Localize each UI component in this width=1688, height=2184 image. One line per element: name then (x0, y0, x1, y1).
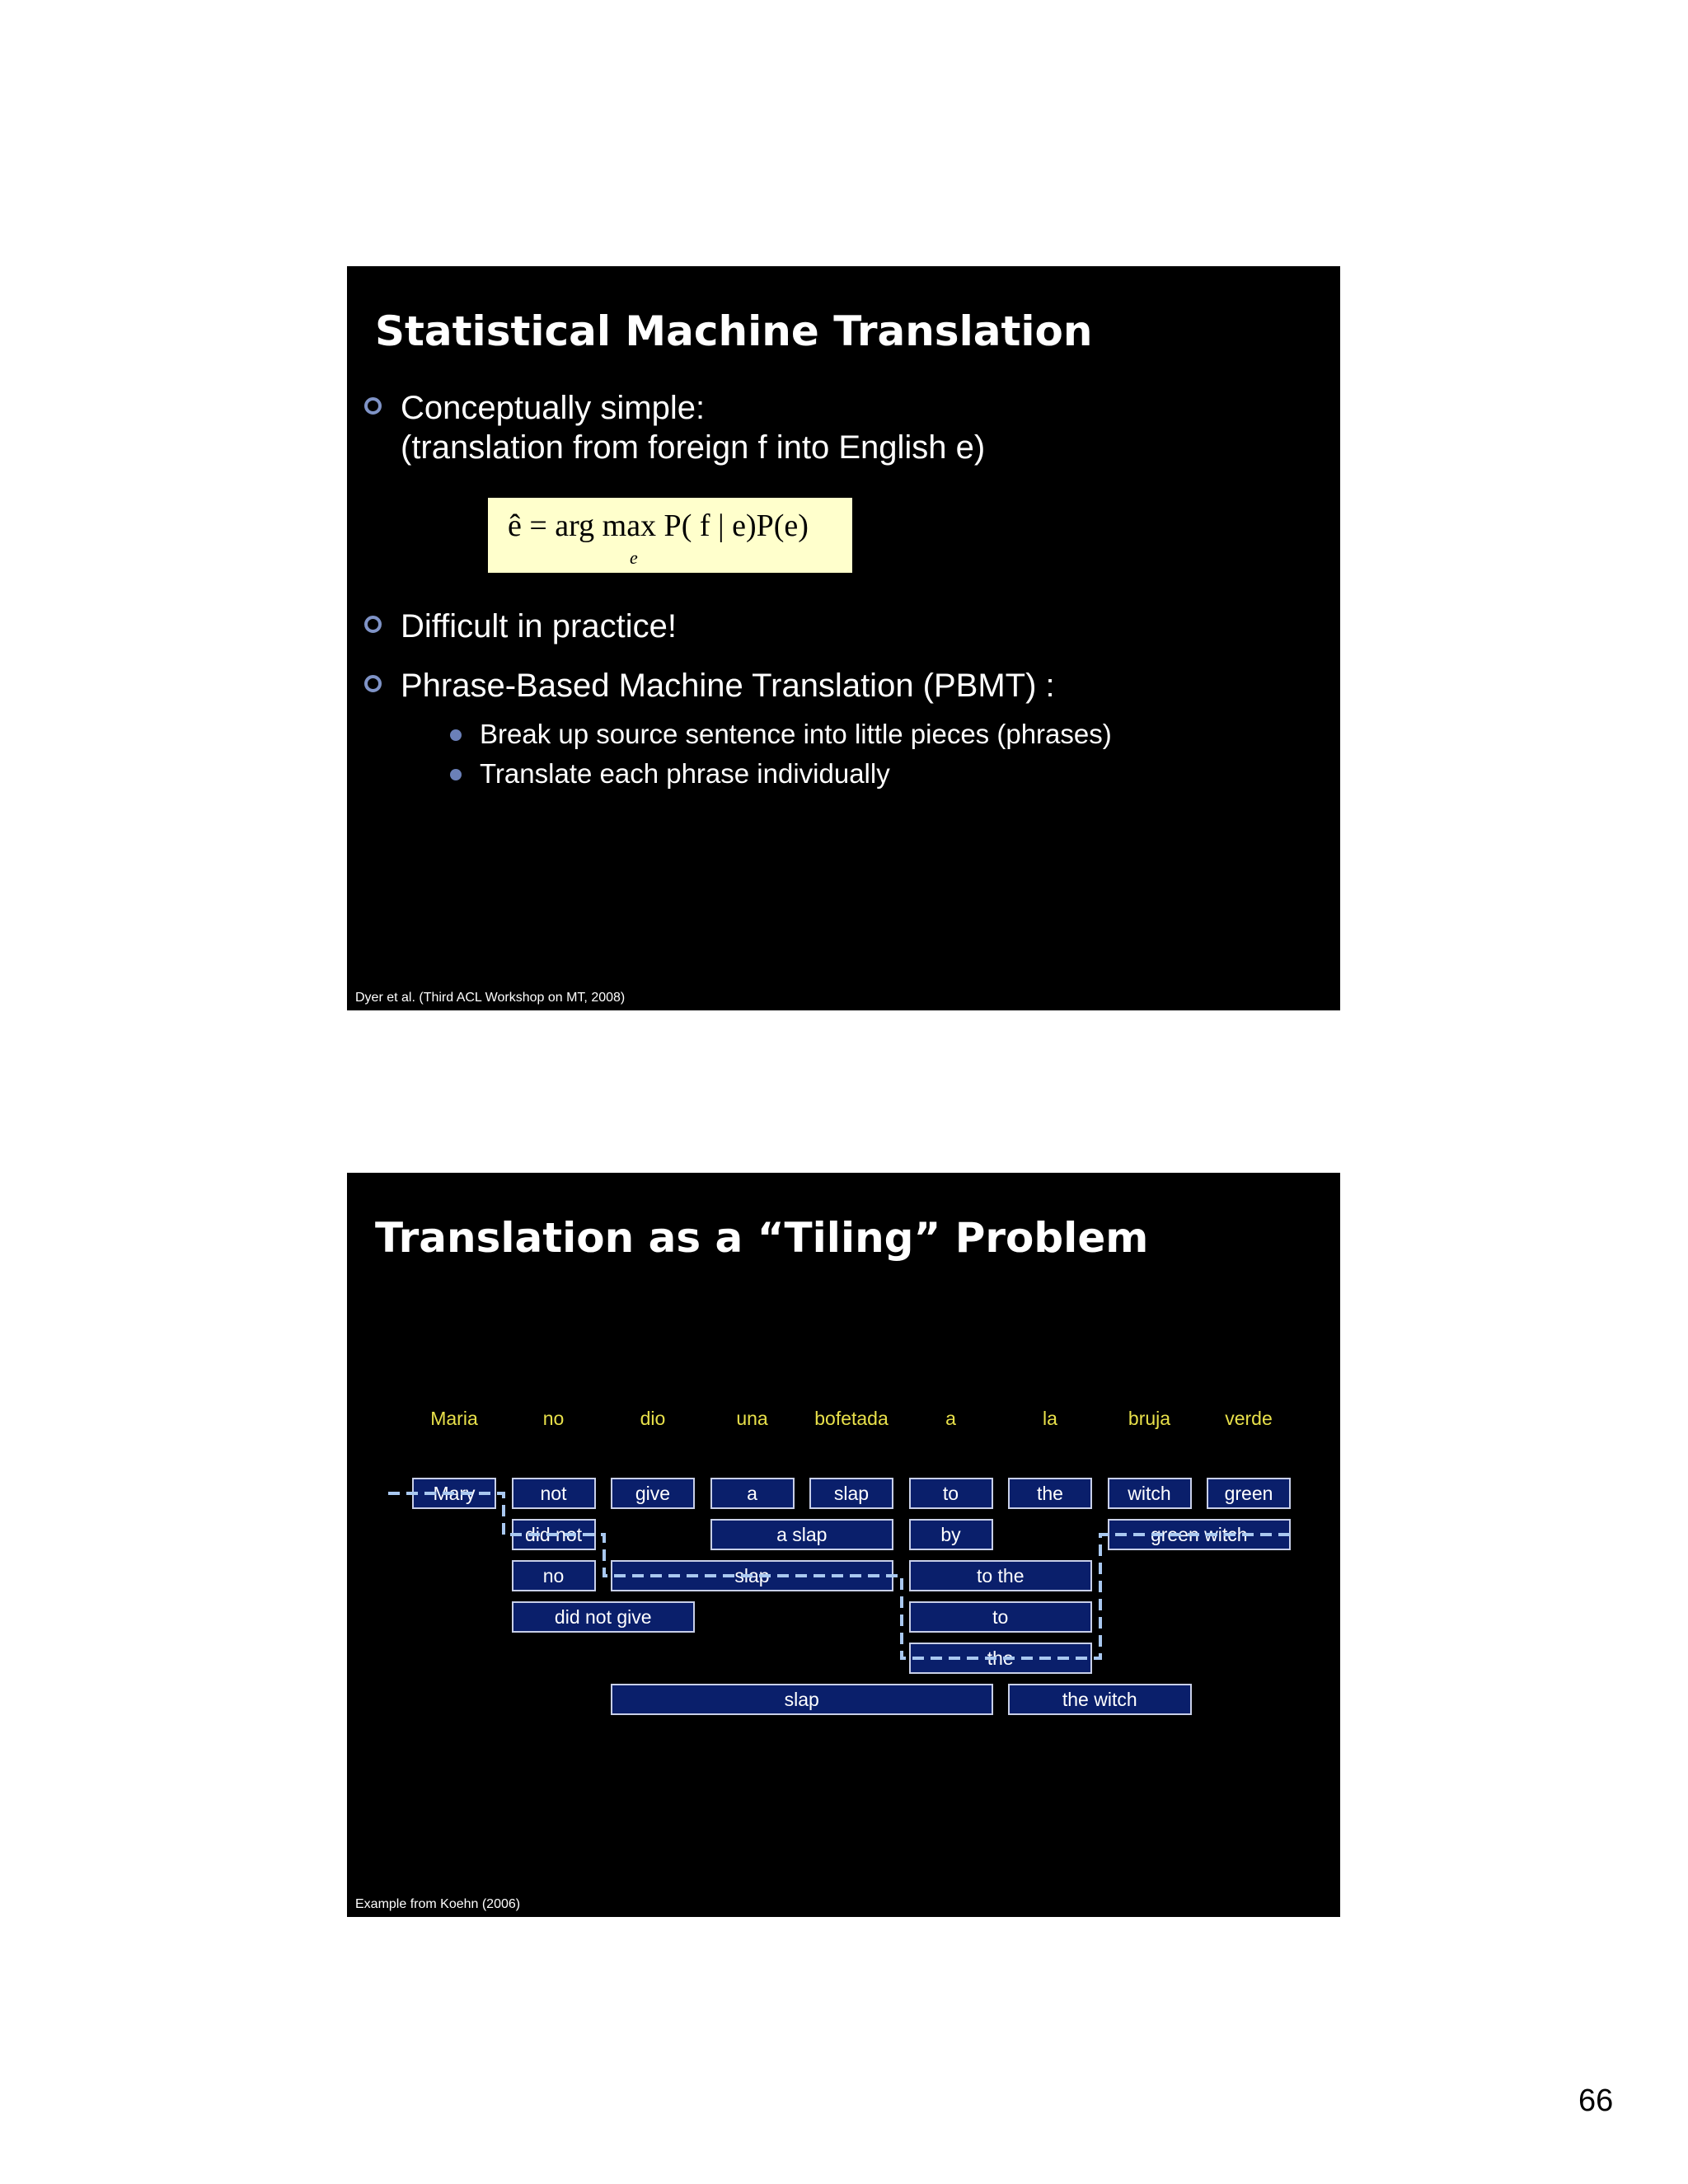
phrase-tile: the witch (1008, 1684, 1192, 1715)
ring-bullet-icon (364, 616, 382, 633)
ring-bullet-icon (364, 675, 382, 692)
slide-statistical-mt (347, 266, 1340, 1010)
phrase-tile: slap (809, 1478, 893, 1509)
source-word: una (736, 1408, 768, 1429)
source-word: dio (640, 1408, 666, 1429)
slide-title: Statistical Machine Translation (375, 307, 1093, 355)
sub-bullet-text: Break up source sentence into little pieces (phrases) (480, 719, 1112, 749)
bullet-text-continued: (translation from foreign f into English e) (401, 429, 986, 466)
phrase-tile: green witch (1108, 1519, 1292, 1550)
formula-box (488, 498, 852, 573)
phrase-tile: did not give (512, 1601, 696, 1633)
slide-footer: Dyer et al. (Third ACL Workshop on MT, 2008) (355, 991, 626, 1005)
slide-footer: Example from Koehn (2006) (355, 1897, 521, 1911)
bullet-text: Phrase-Based Machine Translation (PBMT) : (401, 668, 1055, 704)
phrase-tile: to (909, 1478, 993, 1509)
slide-tiling-problem (347, 1173, 1340, 1917)
phrase-tile: slap (611, 1560, 893, 1591)
bullet-text: Difficult in practice! (401, 608, 677, 644)
phrase-tile: a (710, 1478, 795, 1509)
source-word: verde (1225, 1408, 1273, 1429)
source-word: bruja (1128, 1408, 1171, 1429)
phrase-tile: no (512, 1560, 596, 1591)
slide-title: Translation as a “Tiling” Problem (375, 1214, 1149, 1262)
phrase-tile: by (909, 1519, 993, 1550)
bullet-conceptually-simple (401, 388, 985, 467)
ring-bullet-icon (364, 397, 382, 415)
phrase-tile: to the (909, 1560, 1093, 1591)
phrase-tile: to (909, 1601, 1093, 1633)
phrase-tile: not (512, 1478, 596, 1509)
phrase-tile: did not (512, 1519, 596, 1550)
source-word: no (542, 1408, 565, 1429)
sub-bullet-break-up (480, 718, 1112, 751)
bullet-text: Conceptually simple: (401, 390, 706, 426)
source-word: la (1043, 1408, 1057, 1429)
bullet-pbmt (401, 666, 1055, 705)
sub-bullet-text: Translate each phrase individually (480, 758, 890, 789)
dot-bullet-icon (450, 729, 462, 741)
phrase-tile: witch (1108, 1478, 1192, 1509)
phrase-tile: slap (611, 1684, 993, 1715)
bullet-difficult (401, 607, 677, 646)
page-number: 66 (1578, 2083, 1614, 2118)
source-word: Maria (430, 1408, 478, 1429)
sub-bullet-translate (480, 757, 890, 790)
phrase-tile: the (1008, 1478, 1092, 1509)
formula-subscript: e (630, 547, 638, 568)
phrase-tile: Mary (412, 1478, 496, 1509)
phrase-tile: a slap (710, 1519, 894, 1550)
phrase-tile: green (1207, 1478, 1291, 1509)
source-word: a (945, 1408, 956, 1429)
phrase-tile: give (611, 1478, 695, 1509)
source-word: bofetada (814, 1408, 889, 1429)
phrase-tile: the (909, 1643, 1093, 1674)
formula: ê = arg max P( f | e)P(e) (508, 509, 809, 543)
dot-bullet-icon (450, 769, 462, 780)
